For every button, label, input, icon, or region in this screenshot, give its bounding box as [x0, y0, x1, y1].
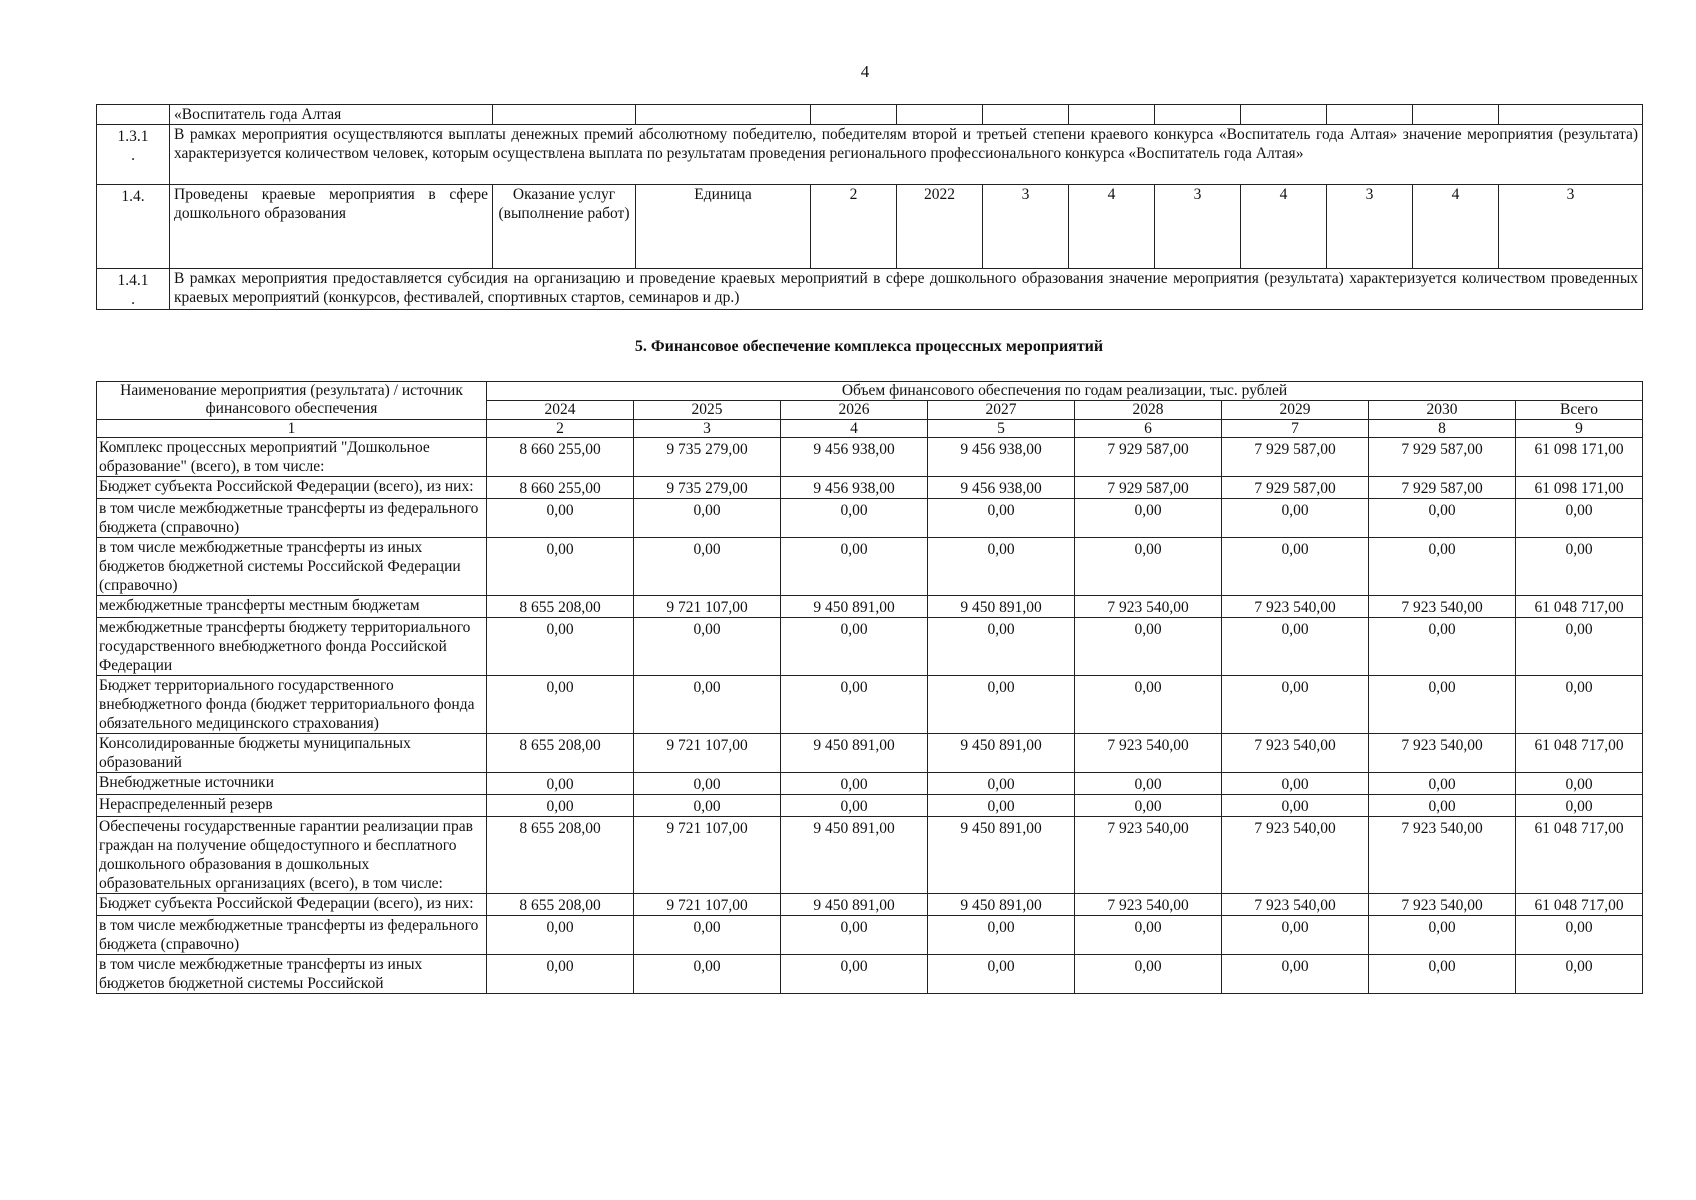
finance-body	[97, 438, 1643, 994]
indicator-name-cell: Проведены краевые мероприятия в сфере дошкольного образования	[170, 185, 493, 269]
column-index-cell: 9	[1516, 420, 1643, 438]
indicators-table-continuation	[96, 104, 1643, 310]
amount-cell: 9 450 891,00	[781, 596, 928, 618]
year-header-cell: 2024	[487, 401, 634, 420]
amount-cell: 0,00	[487, 795, 634, 817]
finance-row	[97, 916, 1643, 955]
row-number: 1.4.1 .	[97, 269, 170, 310]
indicator-value-cell: 4	[1241, 185, 1327, 269]
source-name-cell: Бюджет субъекта Российской Федерации (всего), из них:	[97, 894, 487, 916]
amount-cell: 0,00	[1516, 955, 1643, 994]
amount-cell: 9 735 279,00	[634, 438, 781, 477]
amount-cell: 0,00	[487, 773, 634, 795]
amount-cell: 0,00	[928, 916, 1075, 955]
amount-cell: 61 098 171,00	[1516, 477, 1643, 499]
indicator-description: В рамках мероприятия осуществляются выплаты денежных премий абсолютному победителю, победителям второй и третьей степени краевого конкурса «Воспитатель года Алтая» значение мероприятия (результата) характеризуется количеством человек, которым осуществлена выплата по результатам проведения регионального профессионального конкурса «Воспитатель года Алтая»	[170, 125, 1643, 185]
amount-cell: 0,00	[1222, 676, 1369, 734]
amount-cell: 0,00	[634, 795, 781, 817]
indicator-description: В рамках мероприятия предоставляется субсидия на организацию и проведение краевых мероприятий в сфере дошкольного образования значение мероприятия (результата) характеризуется количеством проведенных краевых мероприятий (конкурсов, фестивалей, спортивных стартов, семинаров и др.)	[170, 269, 1643, 310]
indicator-value-cell: 3	[983, 185, 1069, 269]
indicator-value-cell: 2022	[897, 185, 983, 269]
finance-row	[97, 817, 1643, 894]
finance-row	[97, 773, 1643, 795]
source-name-cell: Бюджет субъекта Российской Федерации (всего), из них:	[97, 477, 487, 499]
amount-cell: 9 721 107,00	[634, 817, 781, 894]
amount-cell: 7 929 587,00	[1075, 477, 1222, 499]
amount-cell: 7 929 587,00	[1222, 438, 1369, 477]
amount-cell: 0,00	[781, 795, 928, 817]
amount-cell: 61 048 717,00	[1516, 734, 1643, 773]
finance-header-row	[97, 382, 1643, 401]
amount-cell: 0,00	[634, 676, 781, 734]
indicator-type-cell: Оказание услуг (выполнение работ)	[493, 185, 636, 269]
amount-cell: 0,00	[634, 499, 781, 538]
amount-cell: 9 450 891,00	[928, 817, 1075, 894]
amount-cell: 9 721 107,00	[634, 894, 781, 916]
source-name-cell: Консолидированные бюджеты муниципальных образований	[97, 734, 487, 773]
amount-cell: 0,00	[1075, 955, 1222, 994]
amount-cell: 0,00	[1516, 618, 1643, 676]
amount-cell: 61 048 717,00	[1516, 894, 1643, 916]
amount-cell: 0,00	[781, 538, 928, 596]
source-name-cell: Комплекс процессных мероприятий "Дошкольное образование" (всего), в том числе:	[97, 438, 487, 477]
amount-cell: 8 655 208,00	[487, 734, 634, 773]
amount-cell: 9 450 891,00	[781, 817, 928, 894]
finance-row	[97, 795, 1643, 817]
finance-row	[97, 538, 1643, 596]
column-index-cell: 3	[634, 420, 781, 438]
source-name-cell: в том числе межбюджетные трансферты из иных бюджетов бюджетной системы Российской	[97, 955, 487, 994]
indicator-row-1-4-1	[97, 269, 1643, 310]
amount-cell: 0,00	[1369, 538, 1516, 596]
amount-cell: 0,00	[928, 773, 1075, 795]
section-title: 5. Финансовое обеспечение комплекса процессных мероприятий	[634, 338, 1104, 355]
amount-cell: 0,00	[1075, 916, 1222, 955]
amount-cell: 0,00	[487, 618, 634, 676]
amount-cell: 0,00	[634, 618, 781, 676]
amount-cell: 0,00	[487, 499, 634, 538]
amount-cell: 0,00	[1075, 499, 1222, 538]
column-index-cell: 4	[781, 420, 928, 438]
amount-cell: 0,00	[781, 618, 928, 676]
amount-cell: 8 655 208,00	[487, 596, 634, 618]
year-header-cell: 2029	[1222, 401, 1369, 420]
amount-cell: 9 456 938,00	[781, 477, 928, 499]
amount-cell: 7 923 540,00	[1075, 596, 1222, 618]
finance-row	[97, 477, 1643, 499]
header-name-cell: Наименование мероприятия (результата) / источник финансового обеспечения	[97, 382, 487, 420]
column-index-cell: 2	[487, 420, 634, 438]
indicator-value-cell: 4	[1413, 185, 1499, 269]
column-index-cell: 5	[928, 420, 1075, 438]
amount-cell: 0,00	[1075, 538, 1222, 596]
amount-cell: 0,00	[487, 955, 634, 994]
finance-row	[97, 676, 1643, 734]
source-name-cell: в том числе межбюджетные трансферты из иных бюджетов бюджетной системы Российской Федерации (справочно)	[97, 538, 487, 596]
finance-table	[96, 381, 1643, 994]
indicator-value-cell: 3	[1155, 185, 1241, 269]
source-name-cell: межбюджетные трансферты бюджету территориального государственного внебюджетного фонда Российской Федерации	[97, 618, 487, 676]
amount-cell: 0,00	[634, 538, 781, 596]
amount-cell: 0,00	[1516, 795, 1643, 817]
source-name-cell: Нераспределенный резерв	[97, 795, 487, 817]
source-name-cell: Бюджет территориального государственного внебюджетного фонда (бюджет территориального фонда обязательного медицинского страхования)	[97, 676, 487, 734]
amount-cell: 61 048 717,00	[1516, 817, 1643, 894]
amount-cell: 0,00	[1075, 676, 1222, 734]
amount-cell: 61 098 171,00	[1516, 438, 1643, 477]
column-index-cell: 6	[1075, 420, 1222, 438]
amount-cell: 0,00	[1516, 676, 1643, 734]
finance-index-row	[97, 420, 1643, 438]
amount-cell: 9 721 107,00	[634, 734, 781, 773]
amount-cell: 7 923 540,00	[1369, 894, 1516, 916]
indicator-value-cell: 3	[1499, 185, 1643, 269]
source-name-cell: межбюджетные трансферты местным бюджетам	[97, 596, 487, 618]
amount-cell: 9 456 938,00	[928, 477, 1075, 499]
amount-cell: 0,00	[1516, 916, 1643, 955]
amount-cell: 0,00	[1075, 795, 1222, 817]
amount-cell: 7 923 540,00	[1075, 734, 1222, 773]
amount-cell: 0,00	[1516, 773, 1643, 795]
year-header-cell: 2027	[928, 401, 1075, 420]
amount-cell: 0,00	[1369, 499, 1516, 538]
amount-cell: 7 923 540,00	[1075, 894, 1222, 916]
finance-row	[97, 894, 1643, 916]
source-name-cell: в том числе межбюджетные трансферты из федерального бюджета (справочно)	[97, 916, 487, 955]
indicator-row-continued	[97, 105, 1643, 125]
amount-cell: 8 655 208,00	[487, 894, 634, 916]
column-index-cell: 1	[97, 420, 487, 438]
amount-cell: 7 923 540,00	[1369, 596, 1516, 618]
amount-cell: 9 450 891,00	[781, 734, 928, 773]
amount-cell: 7 923 540,00	[1222, 734, 1369, 773]
row-number: 1.3.1 .	[97, 125, 170, 185]
amount-cell: 9 735 279,00	[634, 477, 781, 499]
year-header-cell: 2030	[1369, 401, 1516, 420]
amount-cell: 0,00	[928, 676, 1075, 734]
amount-cell: 7 929 587,00	[1222, 477, 1369, 499]
amount-cell: 0,00	[781, 499, 928, 538]
finance-row	[97, 618, 1643, 676]
amount-cell: 9 450 891,00	[781, 894, 928, 916]
amount-cell: 0,00	[1075, 618, 1222, 676]
amount-cell: 0,00	[781, 916, 928, 955]
amount-cell: 9 450 891,00	[928, 734, 1075, 773]
amount-cell: 0,00	[1369, 676, 1516, 734]
amount-cell: 0,00	[1516, 538, 1643, 596]
amount-cell: 0,00	[1222, 955, 1369, 994]
column-index-cell: 7	[1222, 420, 1369, 438]
source-name-cell: в том числе межбюджетные трансферты из федерального бюджета (справочно)	[97, 499, 487, 538]
amount-cell: 7 929 587,00	[1075, 438, 1222, 477]
amount-cell: 8 655 208,00	[487, 817, 634, 894]
source-name-cell: Обеспечены государственные гарантии реализации прав граждан на получение общедоступного и бесплатного дошкольного образования в дошкольных образовательных организациях (всего), в том числе:	[97, 817, 487, 894]
amount-cell: 7 929 587,00	[1369, 477, 1516, 499]
amount-cell: 0,00	[487, 916, 634, 955]
amount-cell: 61 048 717,00	[1516, 596, 1643, 618]
amount-cell: 9 450 891,00	[928, 596, 1075, 618]
finance-row	[97, 438, 1643, 477]
indicator-value-cell: 4	[1069, 185, 1155, 269]
amount-cell: 9 721 107,00	[634, 596, 781, 618]
finance-row	[97, 955, 1643, 994]
amount-cell: 0,00	[1369, 955, 1516, 994]
year-header-cell: Всего	[1516, 401, 1643, 420]
amount-cell: 7 923 540,00	[1369, 734, 1516, 773]
page-number: 4	[860, 62, 870, 81]
amount-cell: 0,00	[634, 916, 781, 955]
amount-cell: 0,00	[634, 955, 781, 994]
year-header-cell: 2026	[781, 401, 928, 420]
indicator-name-cell: «Воспитатель года Алтая	[170, 105, 493, 125]
amount-cell: 0,00	[1516, 499, 1643, 538]
indicator-value-cell: 2	[811, 185, 897, 269]
amount-cell: 0,00	[1222, 916, 1369, 955]
row-number: 1.4.	[97, 185, 170, 269]
column-index-cell: 8	[1369, 420, 1516, 438]
header-volume-cell: Объем финансового обеспечения по годам реализации, тыс. рублей	[487, 382, 1643, 401]
amount-cell: 0,00	[1222, 538, 1369, 596]
amount-cell: 0,00	[1369, 773, 1516, 795]
amount-cell: 0,00	[1222, 618, 1369, 676]
amount-cell: 9 456 938,00	[781, 438, 928, 477]
amount-cell: 7 929 587,00	[1369, 438, 1516, 477]
amount-cell: 0,00	[1075, 773, 1222, 795]
amount-cell: 8 660 255,00	[487, 477, 634, 499]
indicator-value-cell: 3	[1327, 185, 1413, 269]
amount-cell: 0,00	[781, 955, 928, 994]
amount-cell: 0,00	[928, 795, 1075, 817]
amount-cell: 0,00	[781, 676, 928, 734]
year-header-cell: 2025	[634, 401, 781, 420]
amount-cell: 0,00	[1369, 916, 1516, 955]
amount-cell: 0,00	[1369, 795, 1516, 817]
amount-cell: 7 923 540,00	[1222, 894, 1369, 916]
amount-cell: 0,00	[1222, 795, 1369, 817]
finance-row	[97, 499, 1643, 538]
amount-cell: 0,00	[1369, 618, 1516, 676]
amount-cell: 7 923 540,00	[1222, 817, 1369, 894]
amount-cell: 0,00	[634, 773, 781, 795]
indicator-unit-cell: Единица	[636, 185, 811, 269]
amount-cell: 0,00	[487, 676, 634, 734]
amount-cell: 7 923 540,00	[1369, 817, 1516, 894]
amount-cell: 9 456 938,00	[928, 438, 1075, 477]
indicator-row-1-3-1	[97, 125, 1643, 185]
finance-row	[97, 596, 1643, 618]
amount-cell: 0,00	[487, 538, 634, 596]
amount-cell: 0,00	[928, 538, 1075, 596]
amount-cell: 9 450 891,00	[928, 894, 1075, 916]
finance-row	[97, 734, 1643, 773]
amount-cell: 0,00	[1222, 499, 1369, 538]
amount-cell: 0,00	[1222, 773, 1369, 795]
source-name-cell: Внебюджетные источники	[97, 773, 487, 795]
amount-cell: 0,00	[781, 773, 928, 795]
amount-cell: 0,00	[928, 618, 1075, 676]
year-header-cell: 2028	[1075, 401, 1222, 420]
amount-cell: 7 923 540,00	[1075, 817, 1222, 894]
indicator-row-1-4	[97, 185, 1643, 269]
amount-cell: 8 660 255,00	[487, 438, 634, 477]
amount-cell: 7 923 540,00	[1222, 596, 1369, 618]
amount-cell: 0,00	[928, 955, 1075, 994]
amount-cell: 0,00	[928, 499, 1075, 538]
